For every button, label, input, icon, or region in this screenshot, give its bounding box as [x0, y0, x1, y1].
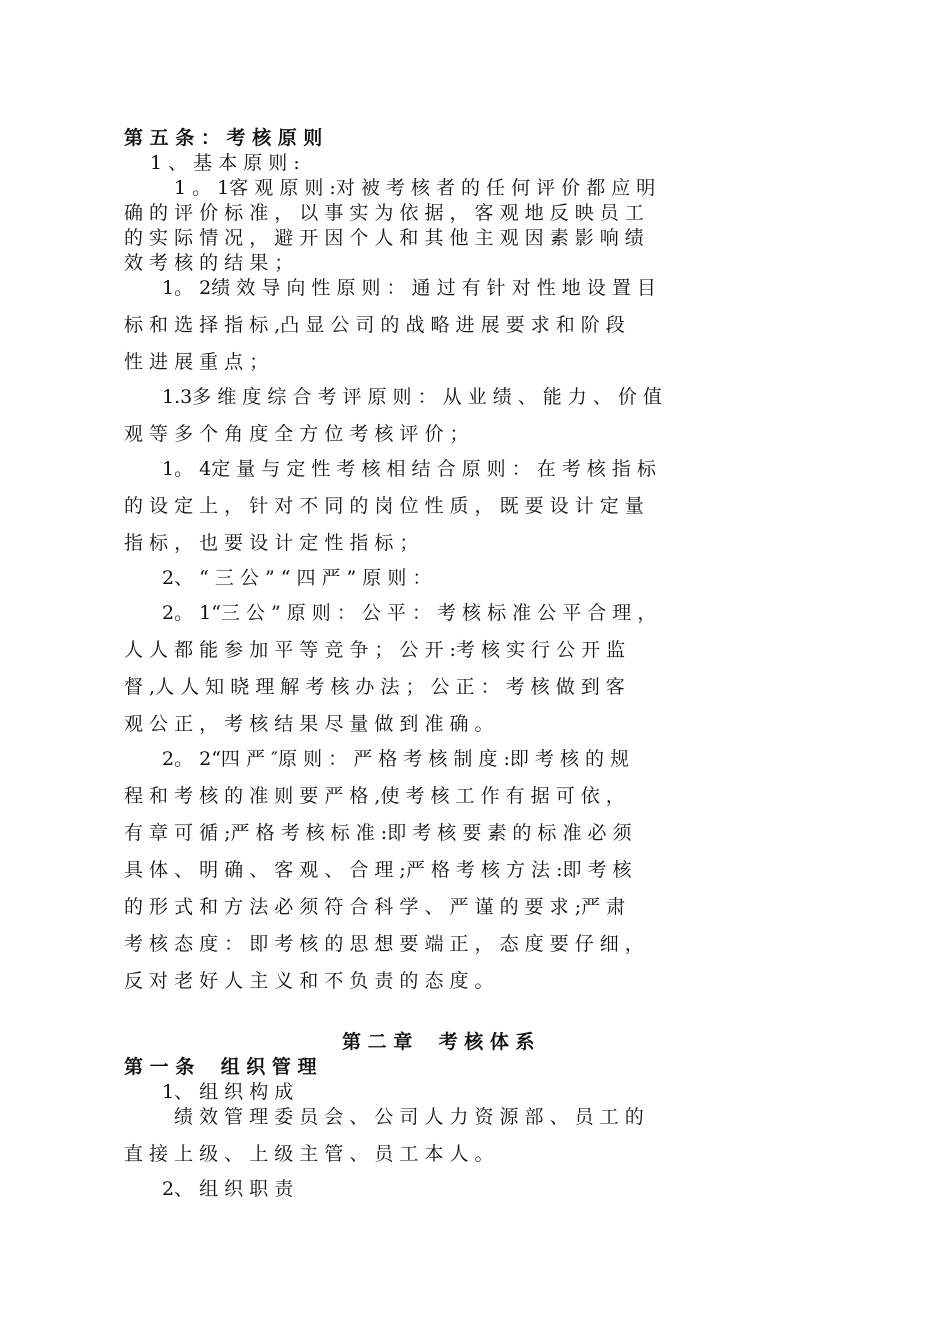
section-heading: 1、 组 织 构 成 — [162, 1081, 294, 1103]
paragraph-line: 2。 2“四 严 ″原 则 ： 严 格 考 核 制 度 :即 考 核 的 规 — [162, 748, 630, 770]
paragraph-line: 的 形 式 和 方 法 必 须 符 合 科 学 、 严 谨 的 要 求 ;严 肃 — [124, 896, 626, 918]
paragraph-line: 直 接 上 级 、 上 级 主 管 、 员 工 本 人 。 — [124, 1143, 494, 1165]
paragraph-line: 的 设 定 上 ， 针 对 不 同 的 岗 位 性 质 ， 既 要 设 计 定 量 — [124, 495, 644, 517]
paragraph-line: 观 公 正 ， 考 核 结 果 尽 量 做 到 准 确 。 — [124, 713, 494, 735]
section-heading: 2、 组 织 职 责 — [162, 1178, 294, 1200]
paragraph-line: 1。 4定 量 与 定 性 考 核 相 结 合 原 则 ： 在 考 核 指 标 — [162, 458, 656, 480]
paragraph-line: 性 进 展 重 点 ； — [124, 351, 269, 373]
paragraph-line: 考 核 态 度 ： 即 考 核 的 思 想 要 端 正 ， 态 度 要 仔 细 ， — [124, 933, 644, 955]
paragraph-line: 确 的 评 价 标 准 ， 以 事 实 为 依 据 ， 客 观 地 反 映 员 工 — [124, 202, 644, 224]
section-heading: 1 、 基 本 原 则 : — [150, 152, 300, 174]
paragraph-line: 1。 2绩 效 导 向 性 原 则 ： 通 过 有 针 对 性 地 设 置 目 — [162, 277, 656, 299]
paragraph-line: 指 标 ， 也 要 设 计 定 性 指 标 ； — [124, 532, 419, 554]
paragraph-line: 督 ,人 人 知 晓 理 解 考 核 办 法 ； 公 正 ： 考 核 做 到 客 — [124, 676, 625, 698]
article-heading: 第 五 条 ： 考 核 原 则 — [124, 127, 323, 149]
paragraph-line: 绩 效 管 理 委 员 会 、 公 司 人 力 资 源 部 、 员 工 的 — [174, 1106, 644, 1128]
chapter-title: 第 二 章 考 核 体 系 — [342, 1031, 535, 1053]
paragraph-line: 具 体 、 明 确 、 客 观 、 合 理 ;严 格 考 核 方 法 :即 考 核 — [124, 859, 632, 881]
paragraph-line: 有 章 可 循 ;严 格 考 核 标 准 :即 考 核 要 素 的 标 准 必 须 — [124, 822, 632, 844]
section-heading: 2、 “ 三 公 ” “ 四 严 ” 原 则 ： — [162, 567, 432, 589]
paragraph-line: 1 。 1客 观 原 则 :对 被 考 核 者 的 任 何 评 价 都 应 明 — [174, 177, 656, 199]
paragraph-line: 观 等 多 个 角 度 全 方 位 考 核 评 价 ； — [124, 423, 469, 445]
paragraph-line: 人 人 都 能 参 加 平 等 竞 争 ； 公 开 :考 核 实 行 公 开 监 — [124, 639, 626, 661]
paragraph-line: 标 和 选 择 指 标 ,凸 显 公 司 的 战 略 进 展 要 求 和 阶 段 — [124, 314, 625, 336]
paragraph-line: 反 对 老 好 人 主 义 和 不 负 责 的 态 度 。 — [124, 970, 494, 992]
article-heading: 第 一 条 组 织 管 理 — [124, 1056, 317, 1078]
paragraph-line: 的 实 际 情 况 ， 避 开 因 个 人 和 其 他 主 观 因 素 影 响 绩 — [124, 227, 644, 249]
paragraph-line: 1.3多 维 度 综 合 考 评 原 则 ： 从 业 绩 、 能 力 、 价 值 — [162, 386, 662, 408]
paragraph-line: 2。 1“三 公 ” 原 则 ： 公 平 ： 考 核 标 准 公 平 合 理 ， — [162, 602, 657, 624]
paragraph-line: 程 和 考 核 的 准 则 要 严 格 ,使 考 核 工 作 有 据 可 依 ， — [124, 785, 625, 807]
paragraph-line: 效 考 核 的 结 果 ； — [124, 252, 294, 274]
